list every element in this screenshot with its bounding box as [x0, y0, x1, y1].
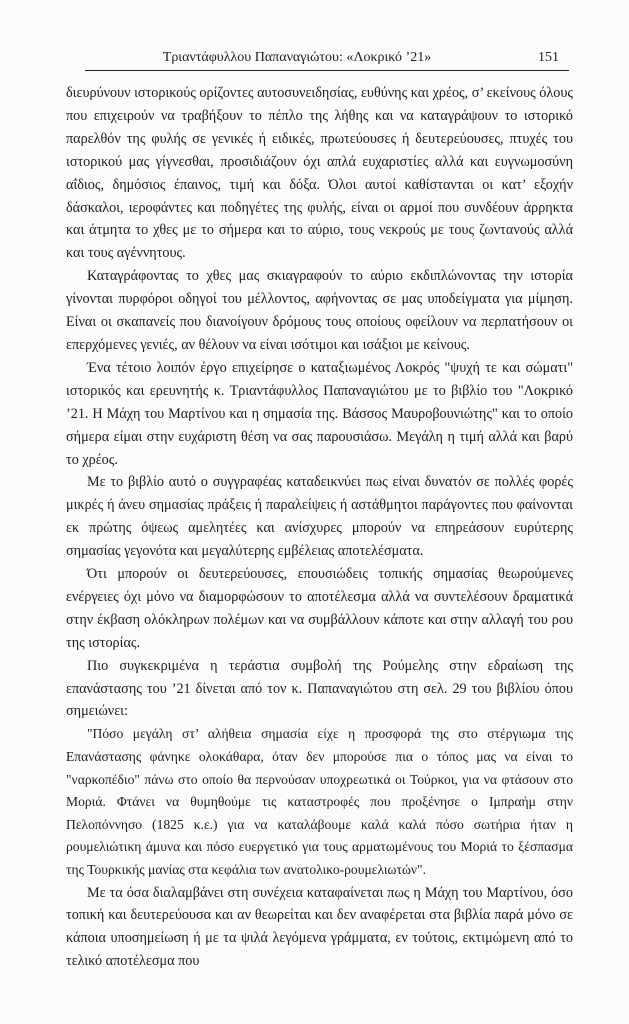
paragraph: Με τα όσα διαλαμβάνει στη συνέχεια καταφαίνεται πως η Μάχη του Μαρτίνου, όσο τοπική και δευτερεύουσα και αν θεωρείται και δεν αναφέρεται στα βιβλία παρά μόνο σε κάποια υποσημείωση ή με τα ψιλά λεγόμενα γράμματα, εν τούτοις, εκτιμώμενη από το τελικό αποτέλεσμα που: [66, 884, 573, 970]
page-number: 151: [538, 50, 559, 65]
paragraph: Καταγράφοντας το χθες μας σκιαγραφούν το αύριο εκδιπλώνοντας την ιστορία γίνονται πυρφόροι οδηγοί του μέλλοντος, αφήνοντας σε μας υποδείγματα για μίμηση. Είναι οι σκαπανείς που διανοίγουν δρόμους τους οποίους οφείλουν να περπατήσουν οι επερχόμενες γενιές, αν θέλουν να είναι ισότιμοι και ισάξιοι με κείνους.: [66, 268, 573, 353]
paragraph-continuation: διευρύνουν ιστορικούς ορίζοντες αυτοσυνειδησίας, ευθύνης και χρέος, σ’ εκείνους όλους που επιχειρούν να τραβήξουν το πέπλο της λήθης και να καταγράψουν το ιστορικό παρελθόν της φυλής σε γενικές ή ειδικές, πρωτεύουσες ή δευτερεύουσες, πτυχές του ιστορικού μας γίγνεσθαι, προσιδιάζουν όχι απλά ευχαριστίες αλλά και ευγνωμοσύνη αΐδιος, δημόσιος έπαινος, τιμή και δόξα. Όλοι αυτοί καθίστανται οι κατ’ εξοχήν δάσκαλοι, ιεροφάντες και ποδηγέτες της φυλής, είναι οι αρμοί που συνδέουν άρρηκτα και άτμητα το χθες με το σήμερα και το αύριο, τους νεκρούς με τους ζωντανούς αλλά και τους αγέννητους.: [66, 85, 573, 262]
paragraph: Ένα τέτοιο λοιπόν έργο επιχείρησε ο καταξιωμένος Λοκρός "ψυχή τε και σώματι" ιστορικός και ερευνητής κ. Τριαντάφυλλος Παπαναγιώτου με το βιβλίο του "Λοκρικό ’21. Η Μάχη του Μαρτίνου και η σημασία της. Βάσσος Μαυροβουνιώτης" και το οποίο σήμερα είμαι στην ευχάριστη θέση να σας παρουσιάσω. Μεγάλη η τιμή αλλά και βαρύ το χρέος.: [66, 359, 573, 468]
paragraph: Ότι μπορούν οι δευτερεύουσες, επουσιώδεις τοπικής σημασίας θεωρούμενες ενέργειες όχι μόνο να διαμορφώσουν το αποτέλεσμα αλλά να συντελέσουν δραματικά στην έκβαση ολόκληρων πολέμων και να συμβάλλουν κάποτε και στην αλλαγή του ρου της ιστορίας.: [66, 566, 573, 651]
running-head: Τριαντάφυλλου Παπαναγιώτου: «Λοκρικό ’21»: [162, 50, 432, 65]
block-quote: "Πόσο μεγάλη στ’ αλήθεια σημασία είχε η προσφορά της στο στέργιωμα της Επανάστασης φάνηκε ολοκάθαρα, όταν δεν μπορούσε πια ο τόπος μας να είναι το "ναρκοπέδιο" πάνω στο οποίο θα περνούσαν υποχρεωτικά οι Τούρκοι, για να φτάσουν στο Μοριά. Φτάνει να θυμηθούμε τις καταστροφές που προξένησε ο Ιμπραήμ στην Πελοπόννησο (1825 κ.ε.) για να καταλάβουμε καλά καλά πόσο σωτήρια ήταν η ρουμελιώτικη άμυνα και πόσο ευεργετικό για τους αρματωμένους του Μοριά το ξέσπασμα της Τουρκικής μανίας στα κεφάλια των ανατολικο-ρουμελιωτών".: [66, 726, 573, 877]
page-header: [85, 48, 569, 71]
paragraph: Πιο συγκεκριμένα η τεράστια συμβολή της Ρούμελης στην εδραίωση της επανάστασης του ’21 δίνεται από τον κ. Παπαναγιώτου στη σελ. 29 του βιβλίου όπου σημειώνει:: [66, 657, 573, 720]
paragraph: Με το βιβλίο αυτό ο συγγραφέας καταδεικνύει πως είναι δυνατόν σε πολλές φορές μικρές ή άνευ σημασίας πράξεις ή παραλείψεις ή αστάθμητοι παράγοντες που φαίνονται εκ πρώτης όψεως αμελητέες και ανίσχυρες μπορούν να επηρεάσουν ευρύτερης σημασίας γεγονότα και μεγαλύτερης εμβέλειας αποτελέσματα.: [66, 474, 573, 560]
body-text: [66, 82, 573, 973]
